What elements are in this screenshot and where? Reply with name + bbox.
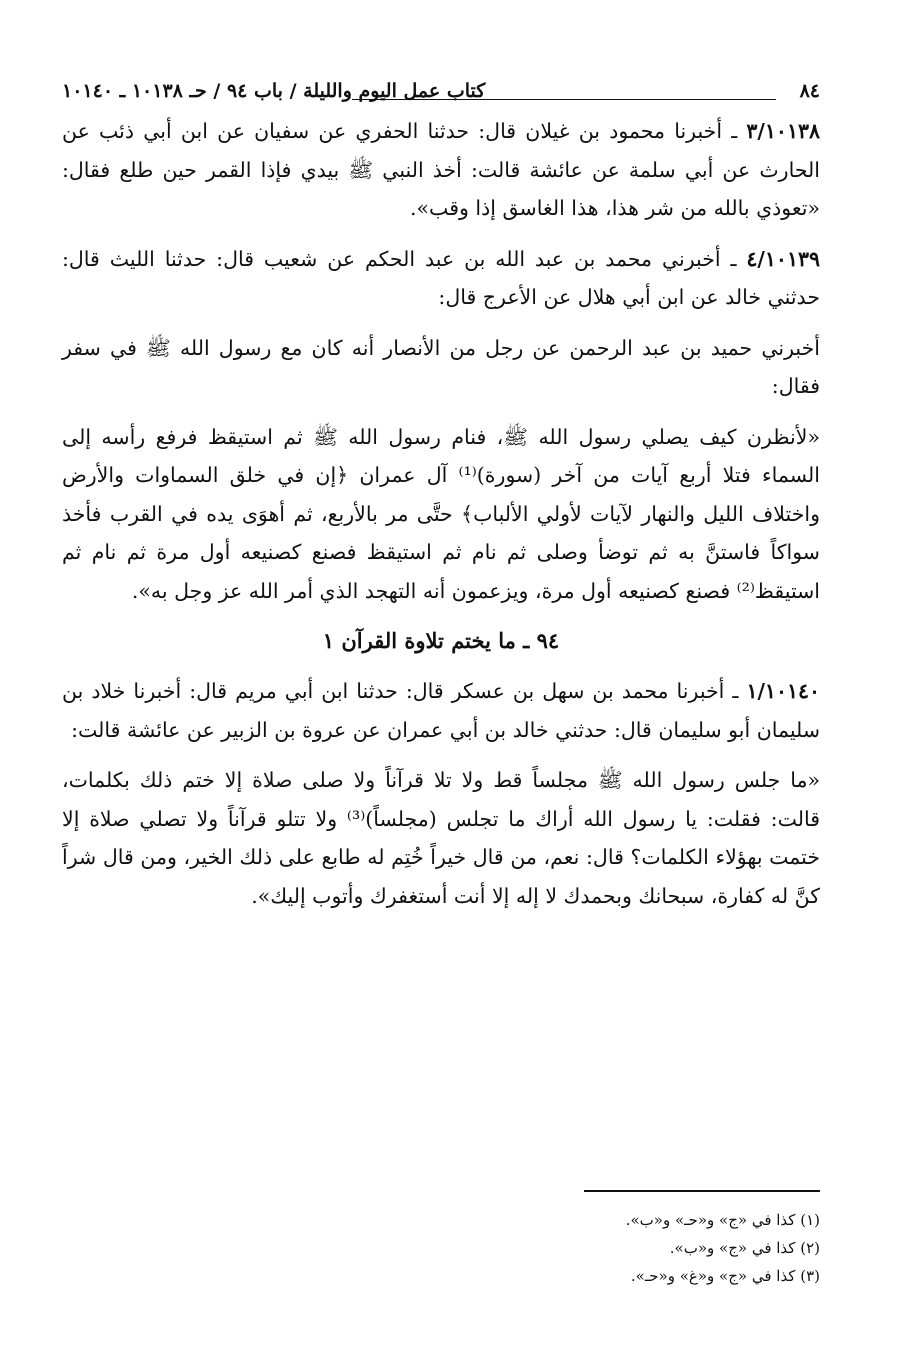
running-header-title: كتاب عمل اليوم والليلة / باب ٩٤ / حـ ١٠١٣٨ ـ ١٠١٤٠ <box>62 80 486 102</box>
hadith-isnad: ـ أخبرني محمد بن عبد الله بن عبد الحكم عن شعيب قال: حدثنا الليث قال: حدثني خالد عن ابن أبي هلال عن الأعرج قال: <box>62 246 820 309</box>
main-text <box>62 112 820 915</box>
footnote-2: (٢) كذا في «ج» و«ب». <box>669 1239 820 1257</box>
page-number: ٨٤ <box>799 80 820 102</box>
hadith-number: ٣/١٠١٣٨ <box>746 119 820 143</box>
hadith-text: ـ أخبرنا محمود بن غيلان قال: حدثنا الحفري عن سفيان عن ابن أبي ذئب عن الحارث عن أبي سلمة عن عائشة قالت: أخذ النبي ﷺ بيدي فإذا القمر حين طلع فقال: «تعوذي بالله من شر هذا، هذا الغاسق إذا وقب». <box>62 119 820 220</box>
footnote-1: (١) كذا في «ج» و«حـ» و«ب». <box>625 1211 820 1229</box>
hadith-number: ١/١٠١٤٠ <box>746 679 820 703</box>
footnotes <box>66 1190 820 1290</box>
hadith-10138 <box>62 112 820 228</box>
chapter-heading: ٩٤ ـ ما يختم تلاوة القرآن ١ <box>322 628 560 653</box>
hadith-number: ٤/١٠١٣٩ <box>746 246 820 271</box>
running-header <box>62 78 820 112</box>
hadith-10139-continuation: أخبرني حميد بن عبد الرحمن عن رجل من الأنصار أنه كان مع رسول الله ﷺ في سفر فقال: <box>62 335 820 398</box>
footnote-rule <box>584 1190 820 1192</box>
hadith-10140 <box>62 672 820 749</box>
hadith-10139 <box>62 240 820 317</box>
hadith-isnad: ـ أخبرنا محمد بن سهل بن عسكر قال: حدثنا ابن أبي مريم قال: أخبرنا خلاد بن سليمان أبو سليمان قال: حدثني خالد بن أبي عمران عن عروة بن الزبير عن عائشة قالت: <box>62 679 820 742</box>
footnote-3: (٣) كذا في «ج» و«غ» و«حـ». <box>630 1267 820 1285</box>
hadith-10140-matn: «ما جلس رسول الله ﷺ مجلساً قط ولا تلا قرآناً ولا صلى صلاة إلا ختم ذلك بكلمات، قالت: فقلت: يا رسول الله أراك ما تجلس (مجلساً)⁽³⁾ ولا تتلو قرآناً ولا تصلي صلاة إلا ختمت بهؤلاء الكلمات؟ قال: نعم، من قال خيراً خُتِم له طابع على ذلك الخير، ومن قال شراً كنَّ له كفارة، سبحانك وبحمدك لا إله إلا أنت أستغفرك وأتوب إليك». <box>62 768 821 908</box>
hadith-10139-matn: «لأنظرن كيف يصلي رسول الله ﷺ، فنام رسول الله ﷺ ثم استيقظ فرفع رأسه إلى السماء فتلا أربع آيات من آخر (سورة)⁽¹⁾ آل عمران ﴿إن في خلق السماوات والأرض واختلاف الليل والنهار لآيات لأولي الألباب﴾ حتَّى مر بالأربع، ثم أهوَى يده في القرب فأخذ سواكاً فاستنَّ به ثم توضأ وصلى ثم نام ثم استيقظ فصنع كصنيعه أول مرة ثم نام ثم استيقظ⁽²⁾ فصنع كصنيعه أول مرة، ويزعمون أنه التهجد الذي أمر الله عز وجل به». <box>62 424 820 603</box>
